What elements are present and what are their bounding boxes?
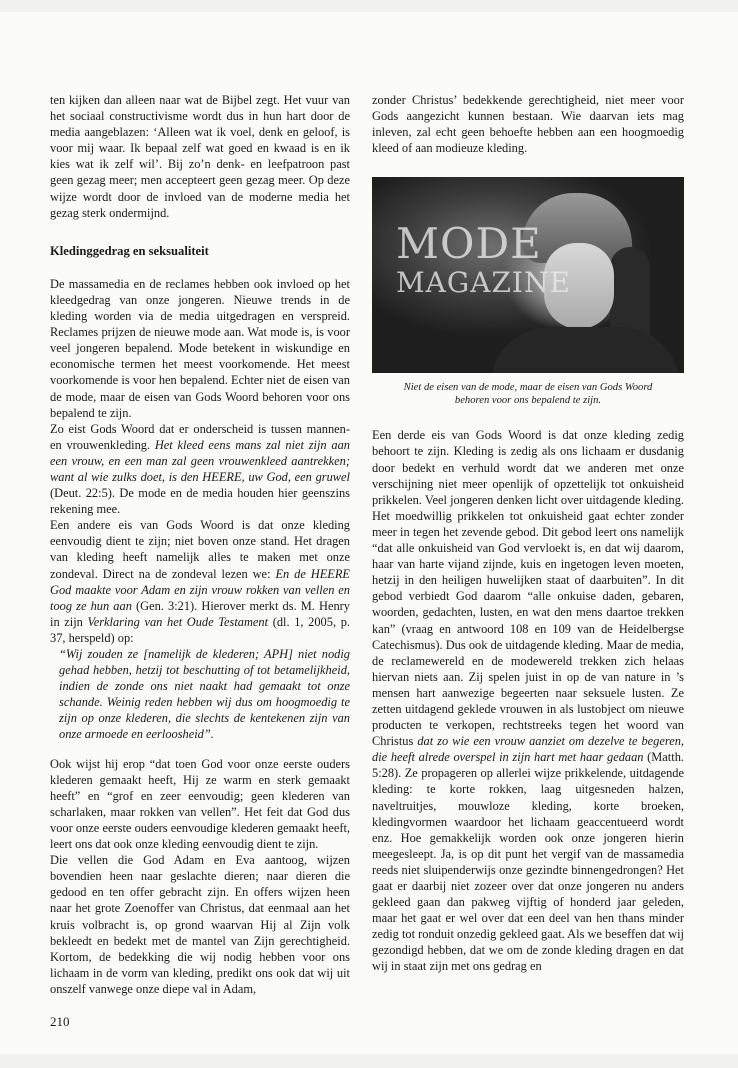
paragraph-gap bbox=[50, 743, 350, 756]
text-span: (Matth. 5:28). Ze propageren op allerlei wijze prikkelende, uitdagende kleding: te korte rokken, laag uitgesneden halzen, naveltruitjes, mouwloze kleding, korte broeken, kledingvormen waardoor het lichaam geaccentueerd wordt enz. Hoe gemakkelijk worden ook onze jongeren hierin meegesleept. Ja, is op dit punt het vergif van de massamedia reeds niet sluipenderwijs onze gezindte binnengedrongen? Het gaat er daarbij niet zozeer over dat onze jongeren nu anders gekleed gaan dan pakweg vijftig of honderd jaar geleden, maar het gaat er wel over dat een deel van hen thans minder zedig tot ronduit onzedig gekleed gaat. Als we beseffen dat wij gezondigd hebben, dat we om de zonde kleding dragen en dat wij in staat zijn met ons gedrag en bbox=[372, 750, 684, 974]
paragraph-eenvoudig bbox=[50, 517, 350, 646]
section-heading: Kledinggedrag en seksualiteit bbox=[50, 243, 209, 258]
left-column bbox=[50, 92, 350, 997]
text-span: Een andere eis van Gods Woord is dat onze kleding eenvoudig dient te zijn; niet boven onze stand. Het dragen van kleding heeft namelijk alles te maken met onze zondeval. Direct na de zondeval lezen we: bbox=[50, 518, 350, 581]
block-quote: “Wij zouden ze [namelijk de klederen; APH] niet nodig gehad hebben, hetzij tot beschutting of tot betamelijkheid, indien de zonde ons niet naakt had gemaakt tot onze schande. Weinig reden hebben wij dus om hoogmoedig te zijn op onze klederen, die slechts de kentekenen zijn van onze armoede en eerloosheid”. bbox=[59, 647, 350, 742]
text-span: (Gen. 3:21). Hierover merkt ds. M. Henry in zijn bbox=[50, 598, 350, 629]
figure-caption: Niet de eisen van de mode, maar de eisen van Gods Woord behoren voor ons bepalend te zijn. bbox=[403, 382, 653, 407]
scripture-quote: En de HEERE God maakte voor Adam en zijn vrouw rokken van vellen en toog ze hun aan bbox=[50, 566, 350, 613]
text-span: (dl. 1, 2005, p. 37, herspeld) op: bbox=[50, 614, 350, 645]
magazine-cover-photo bbox=[372, 177, 684, 373]
paragraph-mode: De massamedia en de reclames hebben ook invloed op het kleedgedrag van onze jongeren. Nieuwe trends in de kleding worden via de media uitgedragen en verspreid. Reclames prijzen de nieuwe mode aan. Wat mode is, is voor veel jongeren bepalend. Mode betekent in wiskundige en economische termen het meest voorkomende. Het meest voorkomende is voor hen bepalend. Echter niet de eisen van de mode, maar de eisen van Gods Woord behoren voor ons bepalend te zijn. bbox=[50, 276, 350, 420]
paragraph-vellen: Die vellen die God Adam en Eva aantoog, wijzen bovendien heen naar geslachte dieren; naar dieren die gedood en ten offer gebracht zijn. En offers wijzen heen naar het grote Zoenoffer van Christus, dat eenmaal aan het kruis volbracht is, op grond waarvan Hij al Zijn volk bekleedt en bedekt met de mantel van Zijn gerechtigheid. Kortom, de bedekking die wij nodig hebben voor ons lichaam in de vorm van kleding, predikt ons ook dat wij uit onszelf vanwege onze diepe val in Adam, bbox=[50, 853, 350, 996]
paragraph-onderscheid bbox=[50, 421, 350, 518]
book-title: Verklaring van het Oude Testament bbox=[87, 614, 269, 629]
scan-top-edge bbox=[0, 0, 738, 12]
paragraph-zedig bbox=[372, 427, 684, 974]
paragraph-continuation: zonder Christus’ bedekkende gerechtigheid, niet meer voor Gods aangezicht kunnen bestaan. Wie daarvan iets mag inleven, zal echt geen behoefte hebben aan een hoogmoedig kleed of aan modieuze kleding. bbox=[372, 93, 684, 156]
magazine-title-line2: MAGAZINE bbox=[396, 266, 571, 300]
scripture-quote: Het kleed eens mans zal niet zijn aan een vrouw, en een man zal geen vrouwenkleed aantrekken; want al wie zulks doet, is den HEERE, uw God, een gruwel bbox=[50, 437, 350, 484]
coat-shape bbox=[490, 327, 680, 373]
paragraph-henry: Ook wijst hij erop “dat toen God voor onze eerste ouders klederen gemaakt heeft, Hij ze warm en sterk gemaakt heeft” en “grof en zeer eenvoudig; geen klederen van scharlaken, maar rokken van vellen”. Het feit dat God dus voor onze eerste ouders eenvoudige klederen gemaakt heeft, leert ons dat ook onze kleding eenvoudig dient te zijn. bbox=[50, 756, 350, 852]
text-span: Zo eist Gods Woord dat er onderscheid is tussen mannen- en vrouwenkleding. bbox=[50, 421, 350, 452]
right-column bbox=[372, 92, 684, 975]
page-number: 210 bbox=[50, 1014, 70, 1029]
scan-bottom-edge bbox=[0, 1054, 738, 1068]
text-span: Een derde eis van Gods Woord is dat onze kleding zedig behoort te zijn. Kleding is zedig als ons lichaam er dusdanig door bedekt en verhuld wordt dat we anderen met onze verschijning niet meer openlijk of opzettelijk tot onkuisheid prikkelen. Veel jongeren denken licht over uitdagende kleding. Het moedwillig prikkelen tot onkuisheid gaat echter zonder meer in tegen het zevende gebod. Dit gebod leert ons namelijk “dat alle onkuisheid van God vervloekt is, en dat wij daarom, haar van harte vijand zijnde, kuis en ingetogen leven moeten, hetzij in den heiligen huwelijken staat of daarbuiten”. In dit gebod verbiedt God daarom “alle onkuise daden, gebaren, woorden, gedachten, lusten, en wat den mens daartoe trekken kan” (vraag en antwoord 108 en 109 van de Heidelbergse Catechismus). Dus ook de uitdagende kleding. Maar de media, de reclamewereld en de modewereld trekken zich helaas hiervan niets aan. Zij spelen juist in op de van nature in ’s mensen hart aanwezige begeerten naar seksuele lusten. Ze zetten uitdagend geklede vrouwen in als lustobject om nieuwe producten te verkopen, rechtstreeks tegen het woord van Christus bbox=[372, 428, 684, 749]
paragraph-intro: ten kijken dan alleen naar wat de Bijbel zegt. Het vuur van het sociaal constructivisme wordt dus in hun hart door de media aangeblazen: ‘Alleen wat ik voel, denk en geloof, is voor mij waar. Ik bepaal zelf wat goed en kwaad is en ik kies wat ik zelf wil’. Bij zo’n denk- en leefpatroon past geen gezag meer; men accepteert geen gezag meer. Op deze wijze wordt door de invloed van de moderne media het gezag sterk ondermijnd. bbox=[50, 93, 350, 220]
text-span: (Deut. 22:5). De mode en de media houden hier geenszins rekening mee. bbox=[50, 486, 350, 517]
magazine-title-line1: MODE bbox=[396, 219, 542, 269]
scripture-quote: dat zo wie een vrouw aanziet om dezelve te begeren, die heeft alrede overspel in zijn hart met haar gedaan bbox=[372, 734, 684, 765]
